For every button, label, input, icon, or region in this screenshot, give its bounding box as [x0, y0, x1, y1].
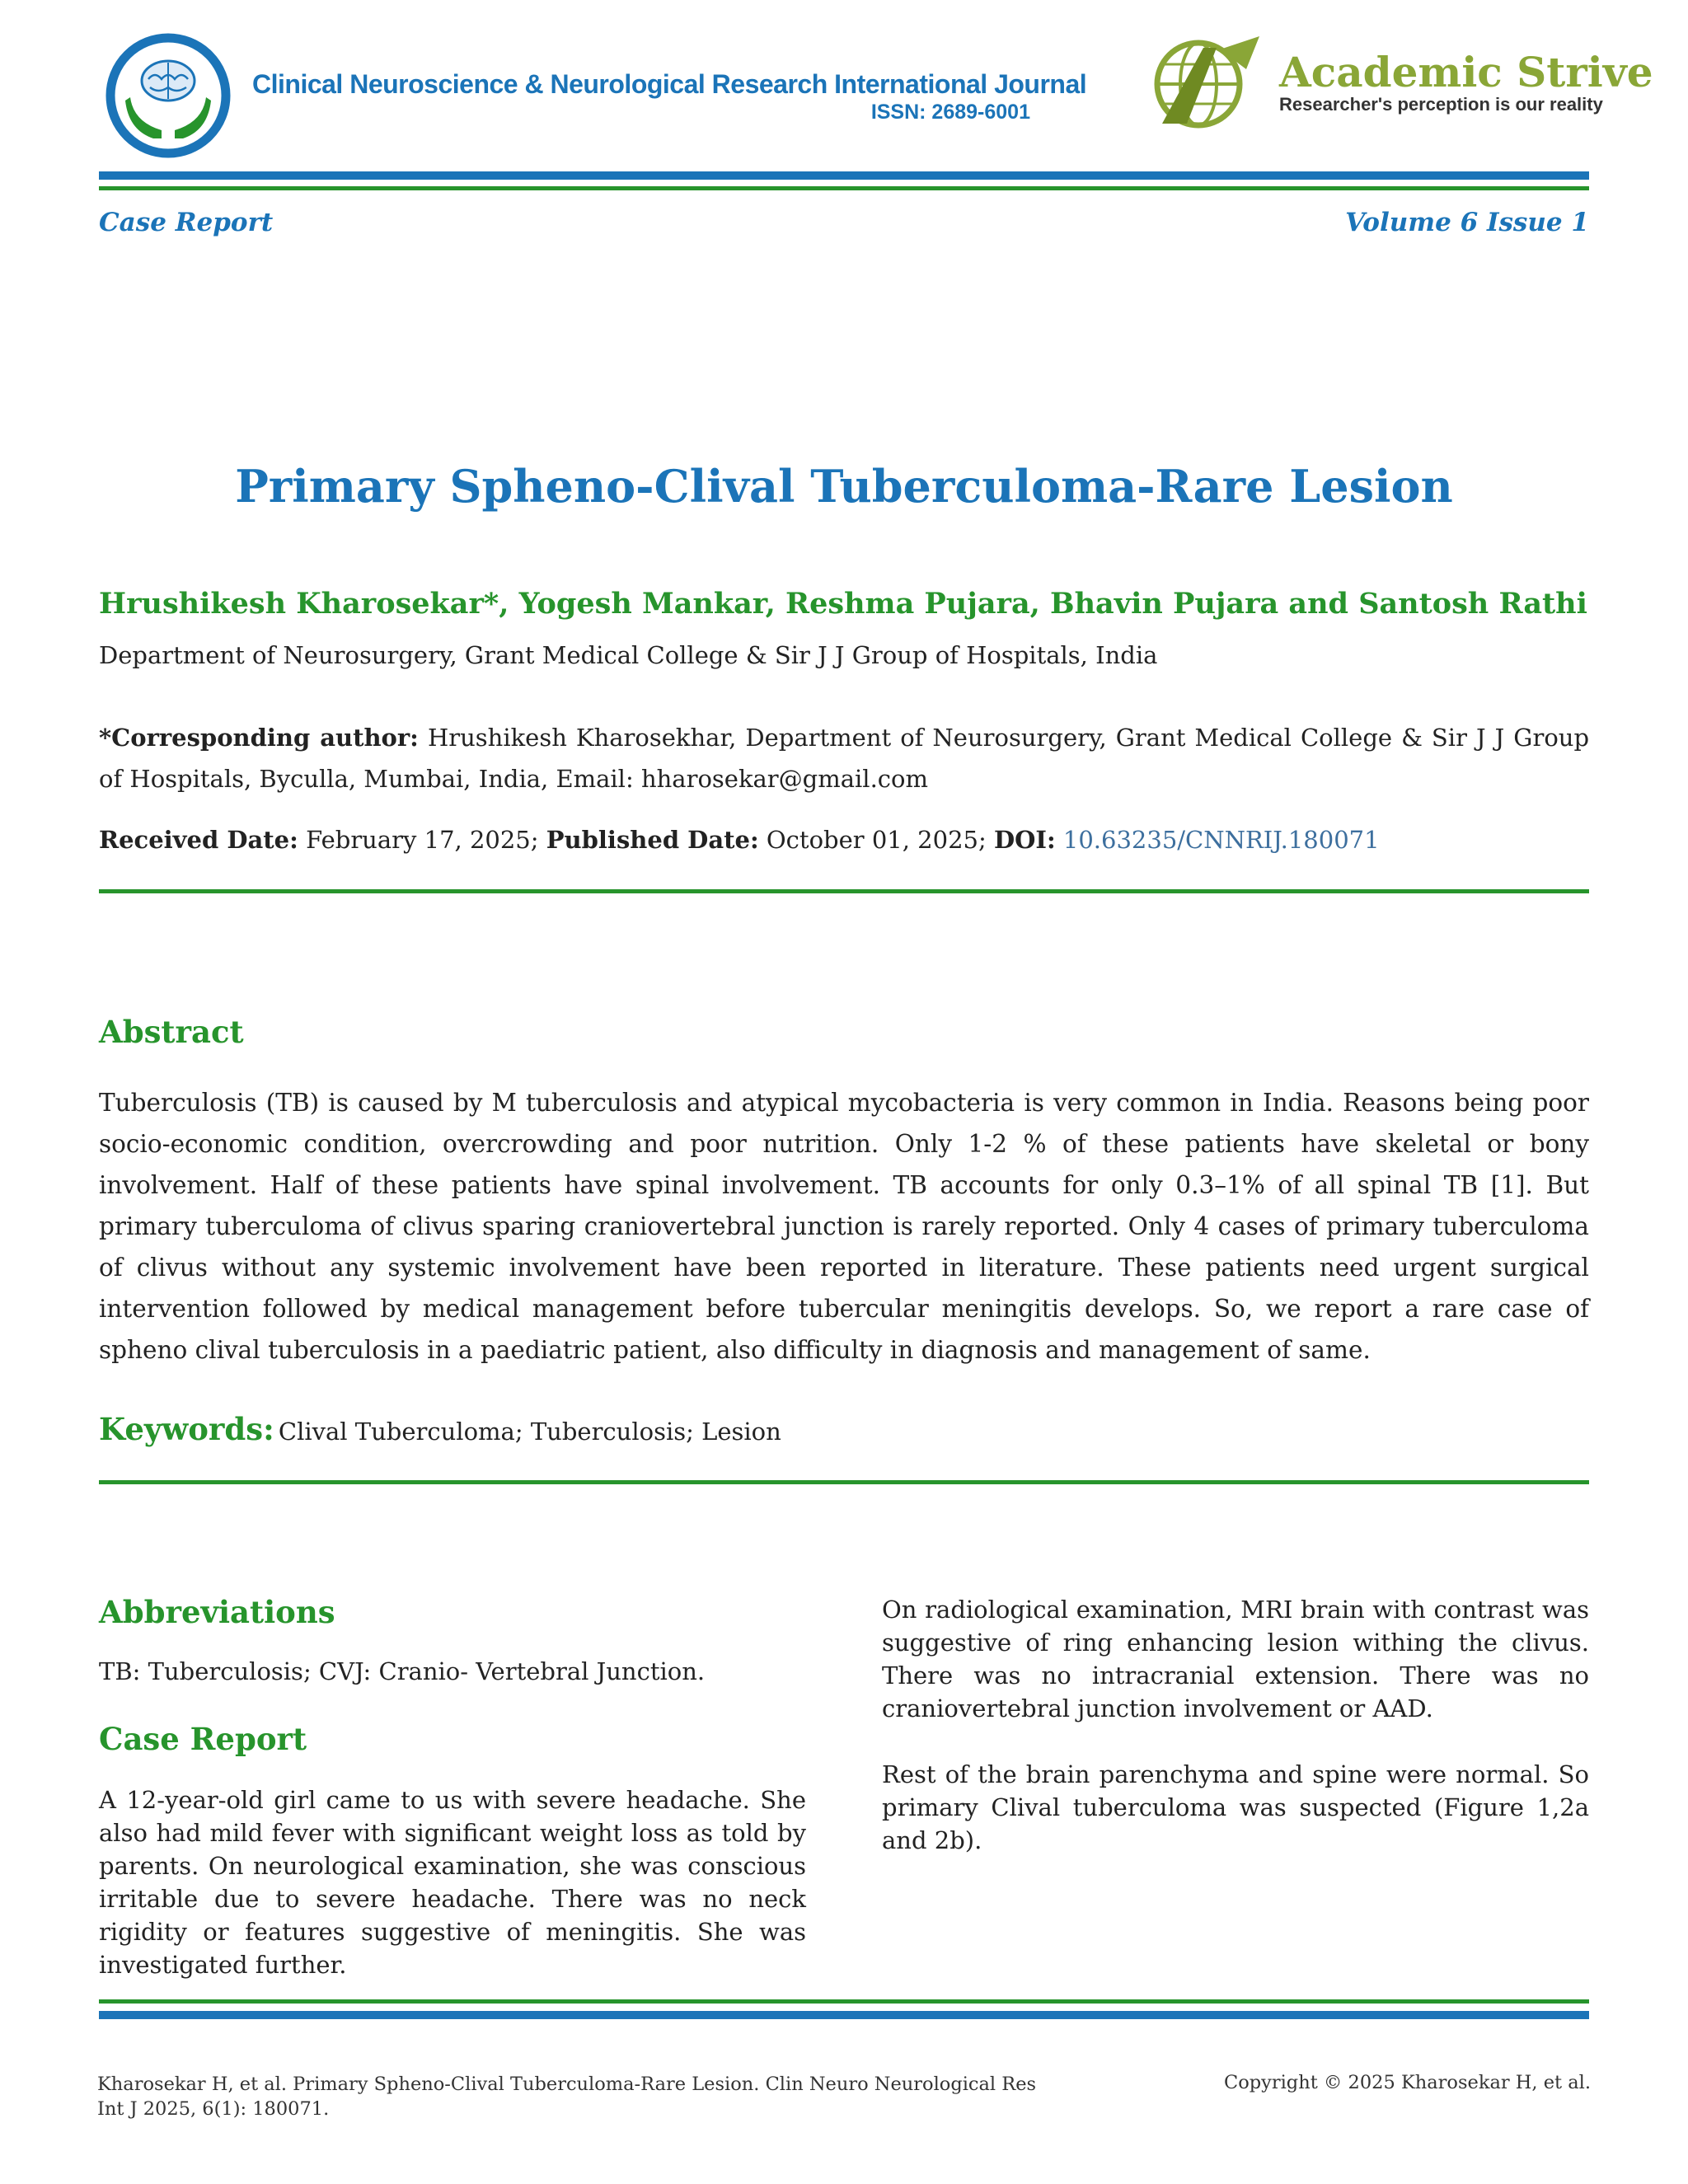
- abbreviations-text: TB: Tuberculosis; CVJ: Cranio- Vertebral Junction.: [99, 1657, 706, 1685]
- keywords-text: Clival Tuberculoma; Tuberculosis; Lesion: [278, 1418, 781, 1446]
- keywords: [99, 1411, 781, 1447]
- footer-rule-blue: [99, 2011, 1589, 2019]
- case-report-paragraph-1: A 12-year-old girl came to us with severe headache. She also had mild fever with significant weight loss as told by parents. On neurological examination, she was conscious irritable due to severe headache. There was no neck rigidity or features suggestive of meningitis. She was investigated further.: [99, 1786, 806, 1979]
- header-rule-green: [99, 186, 1589, 190]
- published-date: October 01, 2025;: [766, 826, 987, 854]
- publisher-tagline: Researcher's perception is our reality: [1279, 94, 1603, 115]
- journal-name: Clinical Neuroscience & Neurological Research International Journal: [252, 69, 1087, 99]
- doi-label: DOI:: [993, 826, 1056, 854]
- abstract-heading: Abstract: [99, 1014, 244, 1050]
- affiliation: Department of Neurosurgery, Grant Medical College & Sir J J Group of Hospitals, India: [99, 641, 1158, 669]
- abbreviations-heading: Abbreviations: [99, 1594, 335, 1630]
- case-report-paragraph-2: On radiological examination, MRI brain with contrast was suggestive of ring enhancing lesion withing the clivus. There was no intracranial extension. There was no craniovertebral junction involvement or AAD.: [882, 1596, 1589, 1722]
- received-label: Received Date:: [99, 826, 298, 854]
- received-date: February 17, 2025;: [306, 826, 539, 854]
- case-report-paragraph-3: Rest of the brain parenchyma and spine were normal. So primary Clival tuberculoma was suspected (Figure 1,2a and 2b).: [882, 1760, 1589, 1854]
- author-list: Hrushikesh Kharosekar*, Yogesh Mankar, Reshma Pujara, Bhavin Pujara and Santosh Rathi: [99, 587, 1587, 621]
- keywords-label: Keywords:: [99, 1411, 274, 1447]
- divider-abstract: [99, 1480, 1589, 1484]
- right-column: [882, 1593, 1589, 1857]
- footer-citation: Kharosekar H, et al. Primary Spheno-Clival Tuberculoma-Rare Lesion. Clin Neuro Neurological Res Int J 2025, 6(1): 180071.: [97, 2074, 1037, 2120]
- published-label: Published Date:: [546, 826, 759, 854]
- volume-issue: Volume 6 Issue 1: [1345, 208, 1589, 237]
- journal-logo: [106, 33, 231, 158]
- corresponding-author: [99, 717, 1589, 799]
- article-type: Case Report: [99, 208, 274, 237]
- abstract-text: Tuberculosis (TB) is caused by M tuberculosis and atypical mycobacteria is very common in India. Reasons being poor socio-economic condition, overcrowding and poor nutrition. Only 1-2 % of these patients have skeletal or bony involvement. Half of these patients have spinal involvement. TB accounts for only 0.3–1% of all spinal TB [1]. But primary tuberculoma of clivus sparing craniovertebral junction is rarely reported. Only 4 cases of primary tuberculoma of clivus without any systemic involvement have been reported in literature. These patients need urgent surgical intervention followed by medical management before tubercular meningitis develops. So, we report a rare case of spheno clival tuberculosis in a paediatric patient, also difficulty in diagnosis and management of same.: [99, 1089, 1589, 1364]
- footer-rule-green: [99, 1999, 1589, 2004]
- corresponding-label: *Corresponding author:: [99, 724, 419, 752]
- paper-title: Primary Spheno-Clival Tuberculoma-Rare Lesion: [235, 460, 1453, 513]
- journal-issn: ISSN: 2689-6001: [870, 101, 1030, 124]
- doi-link[interactable]: 10.63235/CNNRIJ.180071: [1062, 826, 1380, 854]
- header-rule-blue: [99, 171, 1589, 180]
- divider-top: [99, 889, 1589, 893]
- left-column: [99, 1594, 806, 1981]
- article-dates: [99, 826, 1380, 854]
- footer-copyright: Copyright © 2025 Kharosekar H, et al.: [1223, 2072, 1591, 2093]
- publisher-name: Academic Strive: [1279, 48, 1653, 96]
- case-report-heading: Case Report: [99, 1721, 307, 1757]
- publisher-globe-logo: [1137, 33, 1276, 135]
- corresponding-text: Hrushikesh Kharosekhar, Department of Neurosurgery, Grant Medical College & Sir J J Group of Hospitals, Byculla, Mumbai, India, Email: hharosekar@gmail.com: [99, 724, 1590, 793]
